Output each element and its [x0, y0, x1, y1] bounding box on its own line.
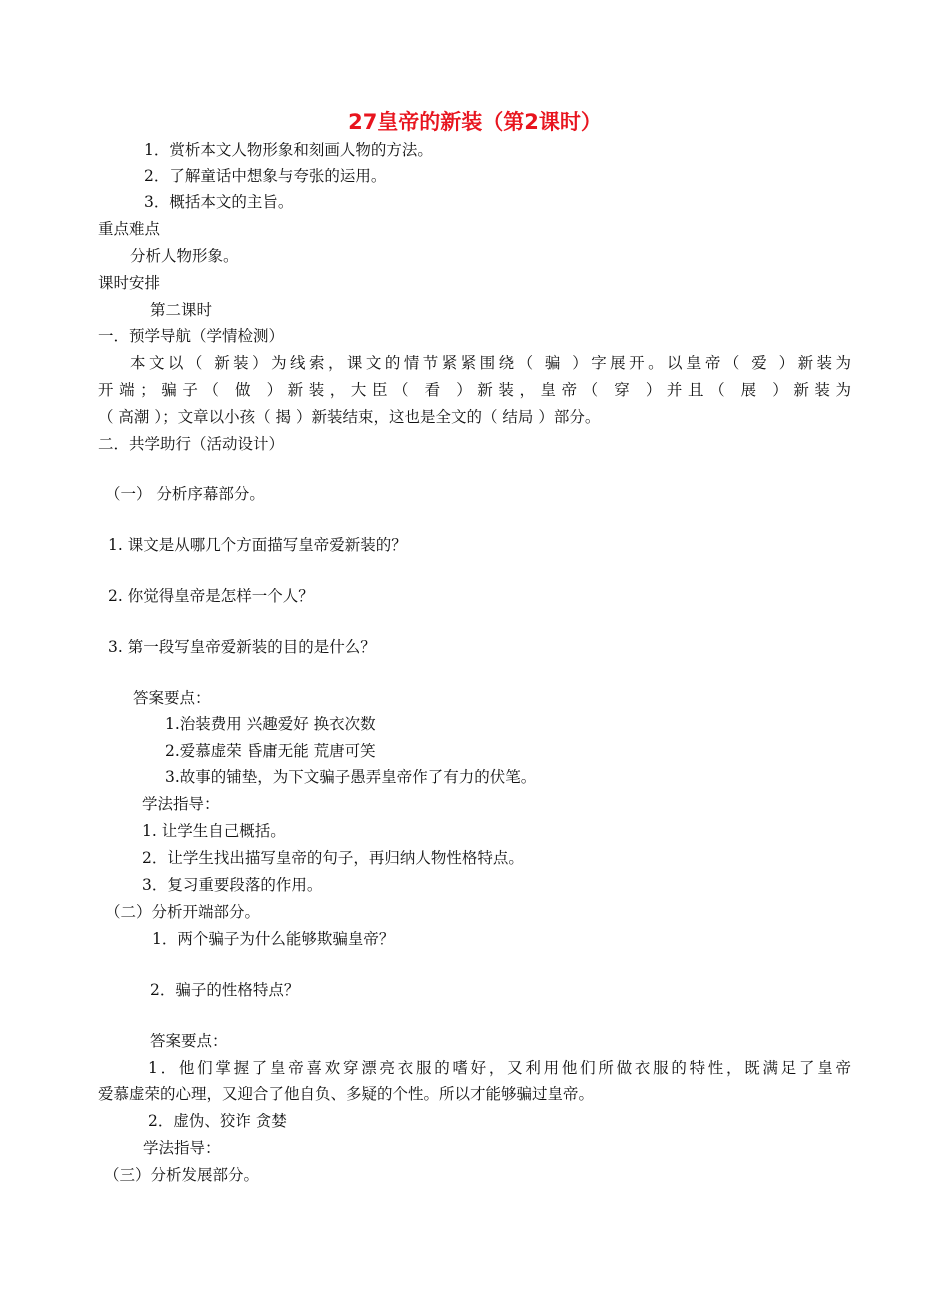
page-title: 27皇帝的新装（第2课时）	[348, 110, 602, 134]
section-1-para-line-3: （ 高潮 ）；文章以小孩（ 揭 ）新装结束，这也是全文的（ 结局 ）部分。	[98, 408, 601, 426]
schedule-text: 第二课时	[150, 301, 213, 319]
section-2-heading: 二．共学助行（活动设计）	[98, 435, 285, 453]
goal-2: 2．了解童话中想象与夸张的运用。	[144, 167, 387, 185]
part-1-question-3: 3. 第一段写皇帝爱新装的目的是什么？	[108, 638, 376, 656]
part-3-heading: （三）分析发展部分。	[104, 1166, 260, 1184]
goal-3: 3．概括本文的主旨。	[144, 193, 294, 211]
part-1-answer-2: 2.爱慕虚荣 昏庸无能 荒唐可笑	[165, 742, 376, 760]
part-2-heading: （二）分析开端部分。	[105, 903, 261, 921]
part-1-method-heading: 学法指导：	[142, 795, 220, 813]
part-1-answer-3: 3.故事的铺垫，为下文骗子愚弄皇帝作了有力的伏笔。	[165, 768, 537, 786]
part-2-question-1: 1．两个骗子为什么能够欺骗皇帝？	[152, 930, 395, 948]
section-1-para-line-2: 开端；骗子（ 做 ）新装，大臣（ 看 ）新装，皇帝（ 穿 ）并且（ 展 ）新装为	[98, 381, 851, 399]
part-2-question-2: 2．骗子的性格特点？	[150, 981, 300, 999]
part-2-answer-1-line-1: 1．他们掌握了皇帝喜欢穿漂亮衣服的嗜好，又利用他们所做衣服的特性，既满足了皇帝	[148, 1059, 851, 1077]
part-2-method-heading: 学法指导：	[143, 1139, 221, 1157]
schedule-heading: 课时安排	[98, 274, 161, 292]
part-1-question-2: 2. 你觉得皇帝是怎样一个人？	[108, 587, 314, 605]
part-2-answer-2: 2．虚伪、狡诈 贪婪	[148, 1112, 287, 1130]
part-2-answer-1-line-2: 爱慕虚荣的心理，又迎合了他自负、多疑的个性。所以才能够骗过皇帝。	[98, 1085, 595, 1103]
section-1-heading: 一．预学导航（学情检测）	[98, 327, 285, 345]
part-1-method-3: 3．复习重要段落的作用。	[142, 876, 323, 894]
key-text: 分析人物形象。	[130, 247, 239, 265]
key-heading: 重点难点	[98, 220, 161, 238]
section-1-para-line-1: 本文以（ 新装）为线索，课文的情节紧紧围绕（ 骗 ）字展开。以皇帝（ 爱 ）新装为	[130, 354, 851, 372]
part-1-heading: （一） 分析序幕部分。	[105, 485, 265, 503]
part-1-question-1: 1. 课文是从哪几个方面描写皇帝爱新装的？	[108, 536, 407, 554]
part-1-method-1: 1. 让学生自己概括。	[142, 822, 286, 840]
goal-1: 1．赏析本文人物形象和刻画人物的方法。	[144, 141, 433, 159]
part-2-answer-heading: 答案要点：	[150, 1032, 228, 1050]
part-1-answer-1: 1.治装费用 兴趣爱好 换衣次数	[165, 715, 376, 733]
part-1-method-2: 2．让学生找出描写皇帝的句子，再归纳人物性格特点。	[142, 849, 524, 867]
part-1-answer-heading: 答案要点：	[133, 689, 211, 707]
